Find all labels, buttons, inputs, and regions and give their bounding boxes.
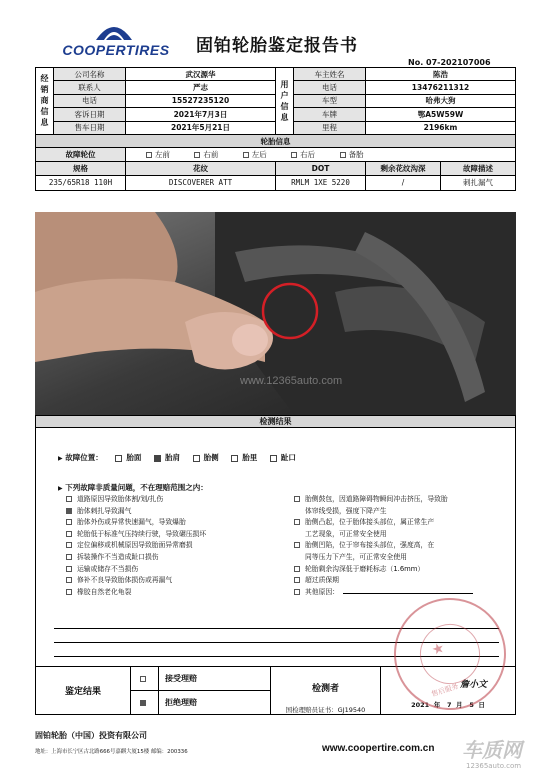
tire-value: 刺扎漏气 [463,178,493,188]
checkbox-icon [66,589,72,595]
reject-option: 拒绝理赔 [159,691,271,715]
checkbox-icon [66,554,72,560]
accept-checkbox-cell [131,667,159,691]
cause-item [294,587,473,599]
cause-item [294,564,473,576]
photo-watermark: www.12365auto.com [240,375,343,387]
checkbox-icon [291,152,297,158]
checkbox-icon [270,455,277,462]
checkbox-icon [115,455,122,462]
result-section-title: 检测结果 [35,415,516,428]
user-label: 车主姓名 [294,68,366,81]
checkbox-icon [146,152,152,158]
right-cause-list [294,494,473,598]
cause-item [66,587,206,599]
cause-item [66,552,206,564]
triangle-icon: ▶ [58,455,63,462]
wheel-option [146,150,170,159]
checkbox-icon [66,531,72,537]
cause-item [66,564,206,576]
cause-item-continued: 同等压力下产生，可正常安全使用 [305,552,407,561]
cause-text: 胎体外伤或异常快速漏气，导致爆胎 [77,518,186,527]
tire-header-pair [366,161,516,175]
dealer-label: 售车日期 [54,121,126,134]
accept-option: 接受理赔 [159,667,271,691]
wheel-option-label: 左后 [251,150,267,160]
cause-text: 轮胎低于标准气压持续行驶，导致碾压损坏 [77,529,207,538]
dealer-side-label: 经销商信息 [36,68,54,135]
left-cause-list [66,494,206,598]
user-label: 车牌 [294,108,366,121]
checkbox-icon [294,496,300,502]
dealer-label: 联系人 [54,81,126,94]
dealer-value: 15527235120 [126,94,276,107]
wheel-option [291,150,315,159]
triangle-icon: ▶ [58,485,63,492]
fault-position-label: 故障位置： [65,453,103,462]
dealer-value: 武汉源华 [126,68,276,81]
cause-item [66,494,206,506]
cause-text: 运输或储存不当损伤 [77,564,139,573]
fault-position-option: 胎肩 [165,453,180,462]
dealer-label: 电话 [54,94,126,107]
cause-text: 道路原因导致胎体割/划/扎伤 [77,495,164,503]
user-side-label: 用户信息 [276,68,294,135]
inspector-label: 检测者 [311,684,339,694]
tire-header: 花纹 [126,161,276,175]
other-reason-line [343,593,473,594]
inspector-cell [271,667,381,715]
fault-position-option: 胎面 [126,453,142,462]
wheel-option [194,150,218,159]
cause-text: 橡胶自然老化龟裂 [77,587,132,596]
user-value: 哈弗大狗 [366,94,516,107]
cause-item [294,575,473,587]
site-watermark: 车质网 [462,738,522,762]
dealer-value: 2021年7月3日 [126,108,276,121]
site-watermark-url: 12365auto.com [466,762,522,770]
checkbox-icon [140,676,146,682]
user-value: 鄂A5W59W [366,108,516,121]
cooper-logo-mark-icon [94,20,134,42]
tire-value: / [366,176,441,189]
inspection-date: 2021 年 7 月 5 日 [411,701,485,709]
tire-header: DOT [276,161,366,175]
tire-value: RMLM 1XE 5220 [276,176,366,190]
non-quality-title-text: 下列故障非质量问题，不在理赔范围之内： [65,483,208,492]
user-value: 2196km [366,121,516,134]
cause-text: 胎侧凹陷，位于帘布接头部位，强度高，在 [305,541,435,550]
user-label: 车型 [294,94,366,107]
wheel-option-label: 右后 [300,150,316,160]
cause-text: 胎侧鼓包，因道路障碍物瞬间冲击挤压，导致胎 [305,495,448,503]
checkbox-icon [66,542,72,548]
checkbox-icon [340,152,346,158]
checkbox-icon [294,566,300,572]
checkbox-icon [66,519,72,525]
report-number: No. 07-202107006 [408,58,491,67]
fault-position-option: 胎侧 [203,453,219,462]
tire-header: 规格 [36,161,126,175]
wheel-option-label: 备胎 [348,150,364,160]
cause-text: 胎侧凸起，位于胎体接头部位，属正常生产 [305,518,435,527]
dealer-value: 严志 [126,81,276,94]
checkbox-checked-icon [66,508,72,514]
tire-section-title: 轮胎信息 [36,134,516,147]
footer-website: www.coopertire.com.cn [322,743,435,754]
cause-item [294,540,473,552]
wheel-option [340,150,364,159]
cause-item [66,575,206,587]
info-table [35,67,516,191]
page-title: 固铂轮胎鉴定报告书 [196,36,358,56]
cause-item [66,529,206,541]
cause-text: 定位偏移或机械原因导致胎面异常磨损 [77,541,193,550]
user-label: 里程 [294,121,366,134]
tire-value: DISCOVERER ATT [126,176,276,190]
cause-text: 轮胎剩余沟深低于磨耗标志（1.6mm） [305,564,425,573]
tire-value: 235/65R18 110H [36,176,126,190]
checkbox-icon [243,152,249,158]
footer-address: 地址：上海市长宁区古北路666号嘉麒大厦15楼 邮编：200336 [35,749,188,755]
cause-item-continued: 工艺现象，可正常安全使用 [305,529,387,538]
checkbox-icon [294,577,300,583]
checkbox-icon [294,519,300,525]
footer-company: 固铂轮胎（中国）投资有限公司 [35,731,147,740]
seal-text: 售后服务 [430,682,460,699]
inspector-id: GJ19540 [337,706,366,714]
checkbox-icon [294,542,300,548]
seal-inner-ring [412,616,488,692]
cause-text: 修补不良导致胎体损伤或再漏气 [77,576,173,585]
cause-item [66,506,206,518]
checkbox-icon [66,577,72,583]
user-label: 电话 [294,81,366,94]
seal-star-icon: ★ [429,639,447,659]
cause-item [294,494,473,506]
reject-checkbox-cell [131,691,159,715]
fault-position-option: 胎里 [242,453,258,462]
checkbox-icon [66,566,72,572]
checkbox-icon [231,455,238,462]
inspector-id-label: 国检理赔员证书： [285,706,338,714]
appraisal-label: 鉴定结果 [36,667,131,715]
wheel-option-label: 右前 [203,150,219,160]
checkbox-icon [193,455,200,462]
tire-value-pair [366,176,516,190]
cause-item [66,540,206,552]
cause-text: 胎体刺扎导致漏气 [77,506,132,515]
cooper-logo [46,20,186,62]
tire-header: 故障描述 [463,163,493,173]
tire-damage-photo [35,212,516,415]
user-value: 13476211312 [366,81,516,94]
tire-header: 剩余花纹沟深 [366,162,441,175]
checkbox-icon [194,152,200,158]
dealer-value: 2021年5月21日 [126,121,276,134]
brand-name: COOPERTIRES [62,42,170,58]
non-quality-title [58,482,208,493]
cause-text: 拆装操作不当造成趾口损伤 [77,552,159,561]
cause-item-continued: 体帘线受损，强度下降产生 [305,506,387,515]
fault-wheel-options [126,148,516,161]
checkbox-icon [66,496,72,502]
fault-position-row [58,452,296,463]
inspector-signature: 詹小文 [459,680,487,690]
cause-text: 超过质保期 [305,576,339,585]
checkbox-icon [294,589,300,595]
fault-wheel-label: 故障轮位 [36,148,126,161]
user-value: 陈浩 [366,68,516,81]
cause-item [66,517,206,529]
fault-position-option: 趾口 [280,453,296,462]
dealer-label: 客诉日期 [54,108,126,121]
cause-text: 其他原因： [305,587,339,596]
cause-item [294,517,473,529]
checkbox-checked-icon [154,455,161,462]
wheel-option-label: 左前 [155,150,170,160]
dealer-label: 公司名称 [54,68,126,81]
inspector-id-row [271,705,380,714]
wheel-option [243,150,267,159]
checkbox-checked-icon [140,700,146,706]
